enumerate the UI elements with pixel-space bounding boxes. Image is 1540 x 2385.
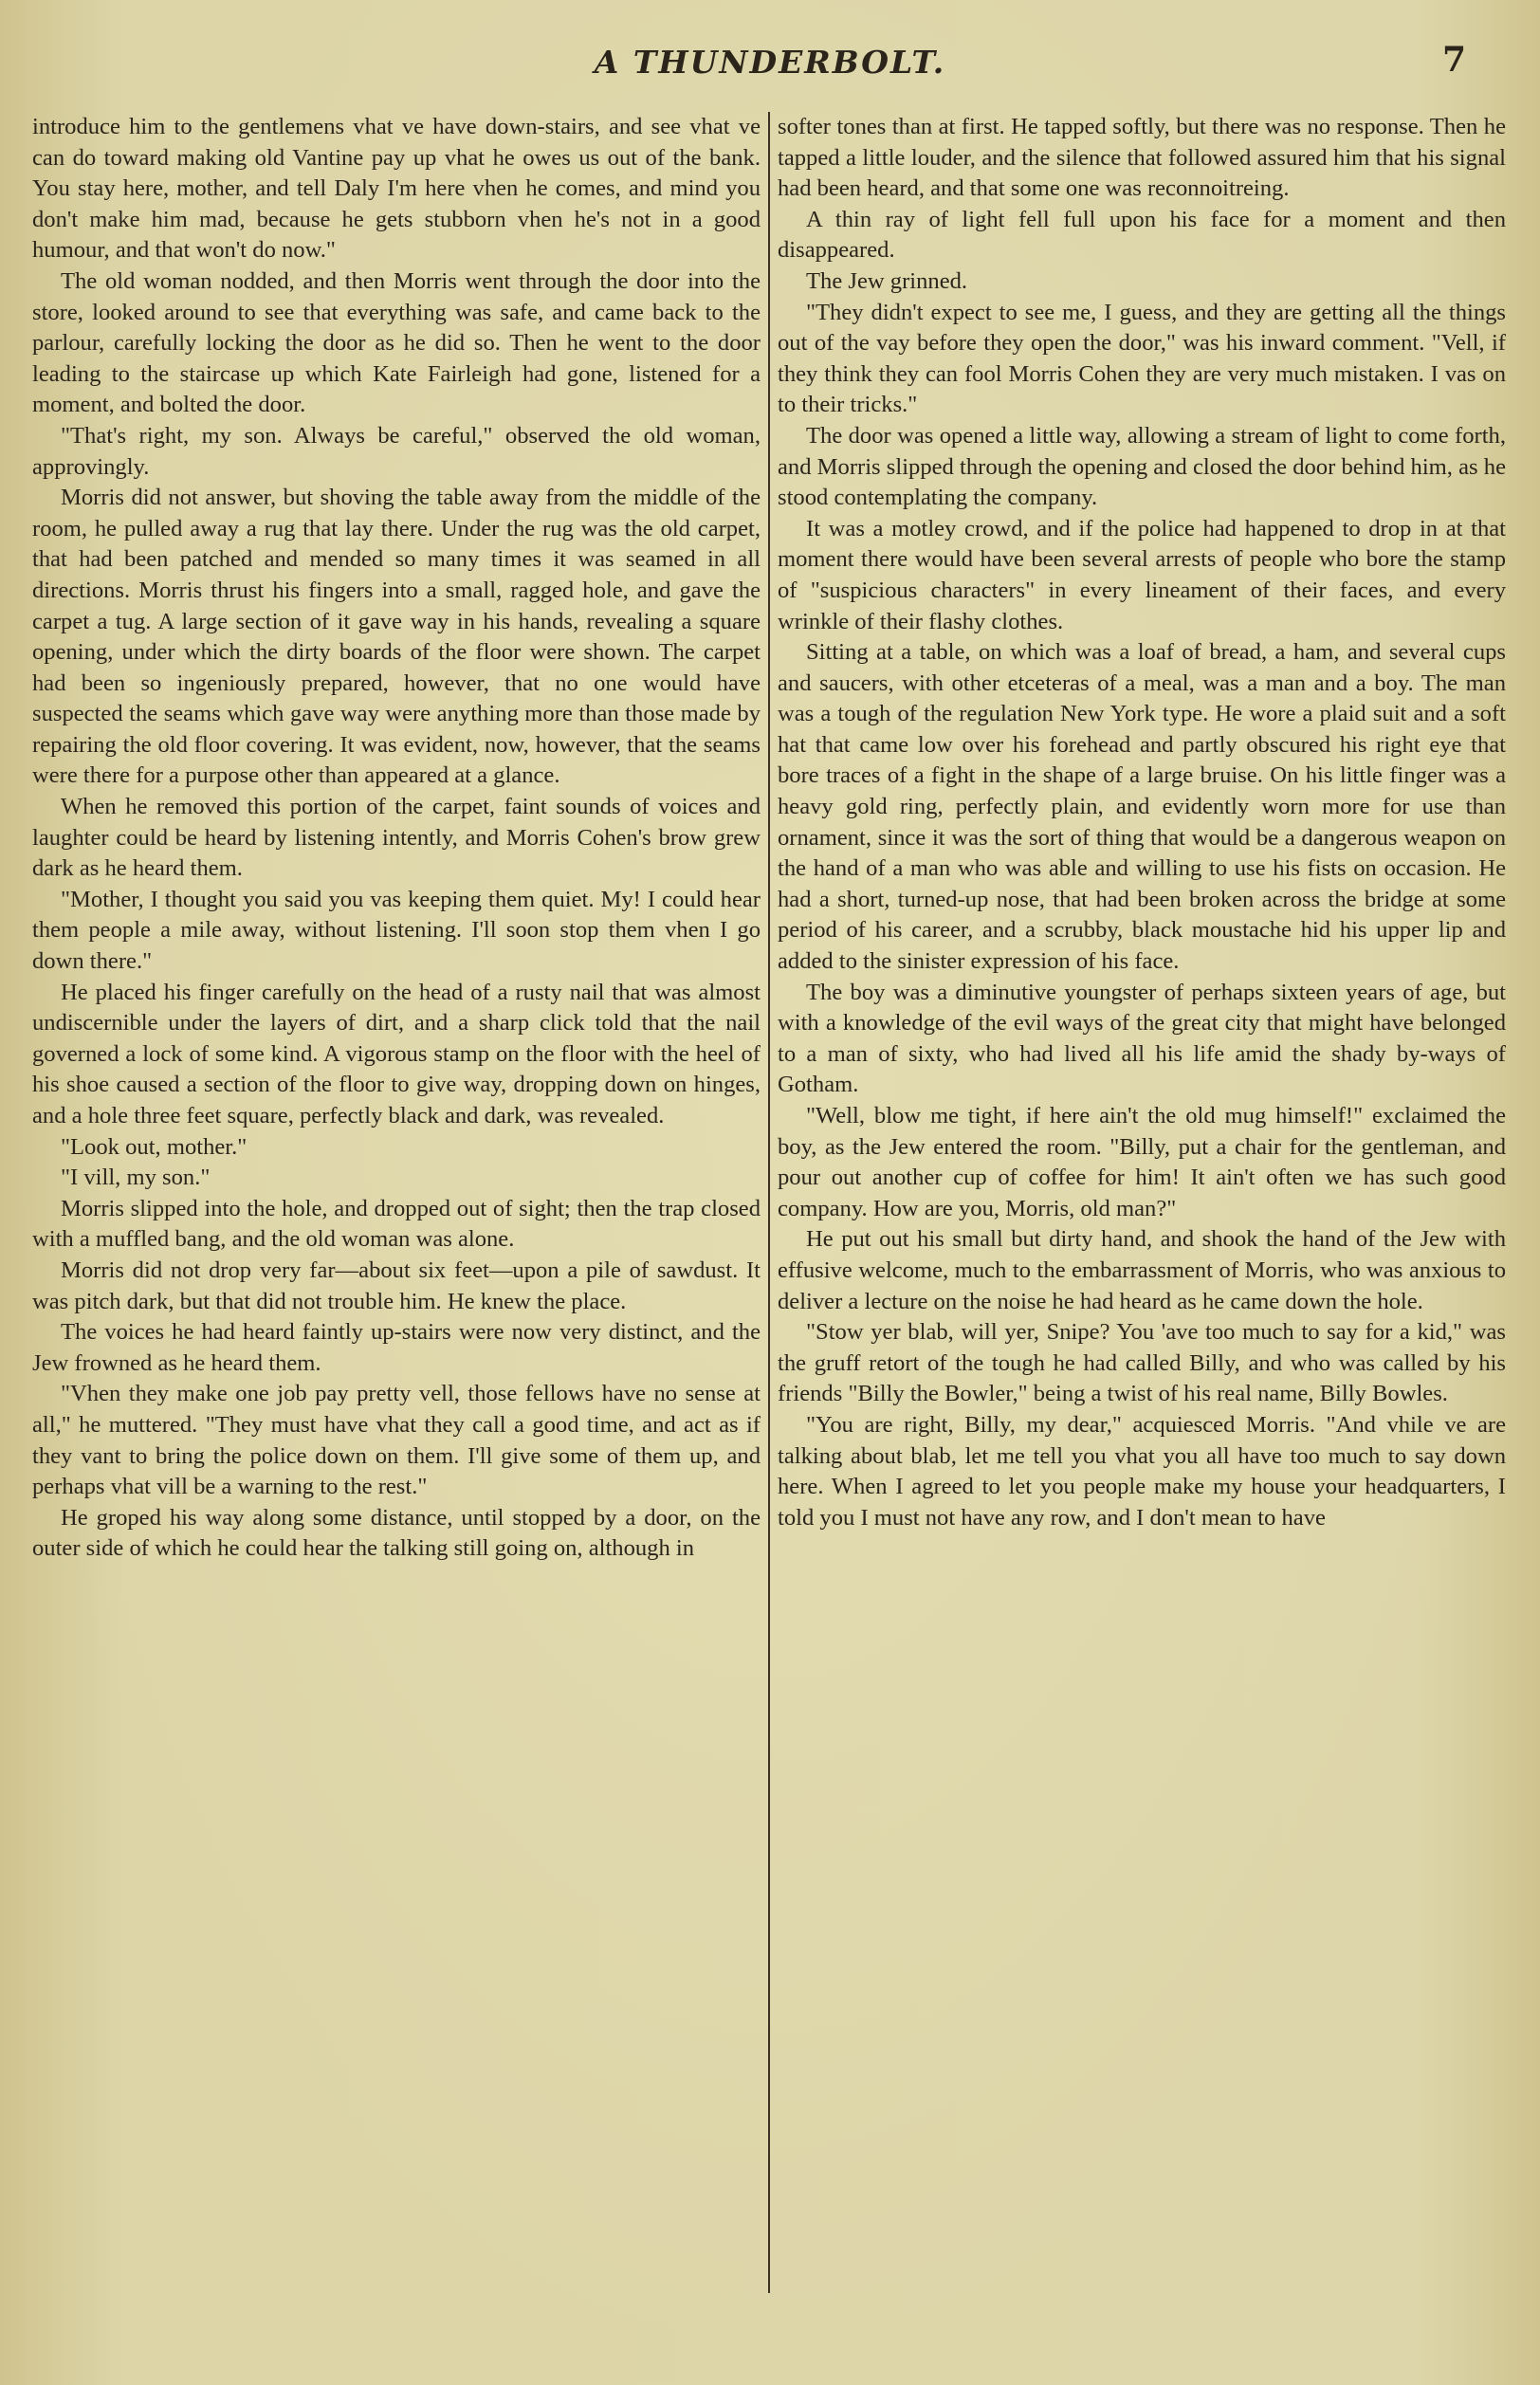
- paragraph: It was a motley crowd, and if the police had happened to drop in at that moment there would have been several arrests of people who bore the stamp of "suspicious characters" in every lineament of their faces, and every wrinkle of their flashy clothes.: [778, 515, 1506, 634]
- paragraph: Morris slipped into the hole, and dropped out of sight; then the trap closed with a muffled bang, and the old woman was alone.: [32, 1195, 761, 1253]
- paragraph: "Vhen they make one job pay pretty vell, those fellows have no sense at all," he muttered. "They must have vhat they call a good time, and act as if they vant to bring the police down on them. I'll give some of them up, and perhaps vhat vill be a warning to the rest.": [32, 1381, 761, 1500]
- paragraph: The old woman nodded, and then Morris went through the door into the store, looked around to see that everything was safe, and came back to the parlour, carefully locking the door as he did so. Then he went to the door leading to the staircase up which Kate Fairleigh had gone, listened for a moment, and bolted the door.: [32, 267, 761, 418]
- paragraph: softer tones than at first. He tapped softly, but there was no response. Then he tapped a little louder, and the silence that followed assured him that his signal had been heard, and that some one was reconnoitreing.: [778, 114, 1506, 202]
- left-column: [32, 112, 761, 2331]
- paragraph: introduce him to the gentlemens vhat ve have down-stairs, and see vhat ve can do toward making old Vantine pay up vhat he owes us out of the bank. You stay here, mother, and tell Daly I'm here vhen he comes, and mind you don't make him mad, because he gets stubborn vhen he's not in a good humour, and that won't do now.": [32, 114, 761, 264]
- paragraph: The Jew grinned.: [806, 267, 968, 294]
- paragraph: He put out his small but dirty hand, and shook the hand of the Jew with effusive welcome, much to the embarrassment of Morris, who was anxious to deliver a lecture on the noise he had heard as he came down the hole.: [778, 1226, 1506, 1314]
- paragraph: He placed his finger carefully on the head of a rusty nail that was almost undiscernible under the layers of dirt, and a sharp click told that the nail governed a lock of some kind. A vigorous stamp on the floor with the heel of his shoe caused a section of the floor to give way, dropping down on hinges, and a hole three feet square, perfectly black and dark, was revealed.: [32, 979, 761, 1128]
- paragraph: "Stow yer blab, will yer, Snipe? You 'ave too much to say for a kid," was the gruff retort of the tough he had called Billy, and who was called by his friends "Billy the Bowler," being a twist of his real name, Billy Bowles.: [778, 1319, 1506, 1407]
- paragraph: The boy was a diminutive youngster of perhaps sixteen years of age, but with a knowledge of the evil ways of the great city that might have belonged to a man of sixty, who had lived all his life amid the shady by-ways of Gotham.: [778, 979, 1506, 1098]
- paragraph: "Mother, I thought you said you vas keeping them quiet. My! I could hear them people a mile away, without listening. I'll soon stop them vhen I go down there.": [32, 886, 761, 975]
- running-head: [0, 36, 1540, 93]
- paragraph: The door was opened a little way, allowing a stream of light to come forth, and Morris slipped through the opening and closed the door behind him, as he stood contemplating the company.: [778, 422, 1506, 511]
- page-number: 7: [1441, 40, 1466, 80]
- paragraph: "You are right, Billy, my dear," acquiesced Morris. "And vhile ve are talking about blab, let me tell you vhat you all have too much to say down here. When I agreed to let you people make my house your headquarters, I told you I must not have any row, and I don't mean to have: [778, 1411, 1506, 1531]
- running-title: A THUNDERBOLT.: [594, 44, 946, 81]
- column-divider: [768, 112, 770, 2293]
- paragraph: "Well, blow me tight, if here ain't the old mug himself!" exclaimed the boy, as the Jew entered the room. "Billy, put a chair for the gentleman, and pour out another cup of coffee for him! It ain't often we has such good company. How are you, Morris, old man?": [778, 1103, 1506, 1221]
- paragraph: He groped his way along some distance, until stopped by a door, on the outer side of which he could hear the talking still going on, although in: [32, 1504, 761, 1562]
- paragraph: The voices he had heard faintly up-stairs were now very distinct, and the Jew frowned as he heard them.: [32, 1319, 761, 1376]
- paragraph: "That's right, my son. Always be careful," observed the old woman, approvingly.: [32, 422, 761, 480]
- paragraph: Morris did not answer, but shoving the table away from the middle of the room, he pulled away a rug that lay there. Under the rug was the old carpet, that had been patched and mended so many times it was seamed in all directions. Morris thrust his fingers into a small, ragged hole, and gave the carpet a tug. A large section of it gave way in his hands, revealing a square opening, under which the dirty boards of the floor were shown. The carpet had been so ingeniously prepared, however, that no one would have suspected the seams which gave way were anything more than those made by repairing the old floor covering. It was evident, now, however, that the seams were there for a purpose other than appeared at a glance.: [32, 485, 761, 789]
- right-column: [778, 112, 1506, 2331]
- paragraph: "Look out, mother.": [61, 1133, 248, 1160]
- paragraph: "They didn't expect to see me, I guess, and they are getting all the things out of the vay before they open the door," was his inward comment. "Vell, if they think they can fool Morris Cohen they are very much mistaken. I vas on to their tricks.": [778, 299, 1506, 418]
- paragraph: When he removed this portion of the carpet, faint sounds of voices and laughter could be heard by listening intently, and Morris Cohen's brow grew dark as he heard them.: [32, 794, 761, 882]
- paragraph: Sitting at a table, on which was a loaf of bread, a ham, and several cups and saucers, with other etceteras of a meal, was a man and a boy. The man was a tough of the regulation New York type. He wore a plaid suit and a soft hat that came low over his forehead and partly obscured his right eye that bore traces of a fight in the shape of a large bruise. On his little finger was a heavy gold ring, perfectly plain, and evidently worn more for use than ornament, since it was the sort of thing that would be a dangerous weapon on the hand of a man who was able and willing to use his fists on occasion. He had a short, turned-up nose, that had been broken across the bridge at some period of his career, and a scrubby, black moustache hid his upper lip and added to the sinister expression of his face.: [778, 639, 1506, 975]
- paragraph: "I vill, my son.": [61, 1165, 211, 1191]
- paragraph: A thin ray of light fell full upon his face for a moment and then disappeared.: [778, 206, 1506, 264]
- paragraph: Morris did not drop very far—about six feet—upon a pile of sawdust. It was pitch dark, but that did not trouble him. He knew the place.: [32, 1257, 761, 1314]
